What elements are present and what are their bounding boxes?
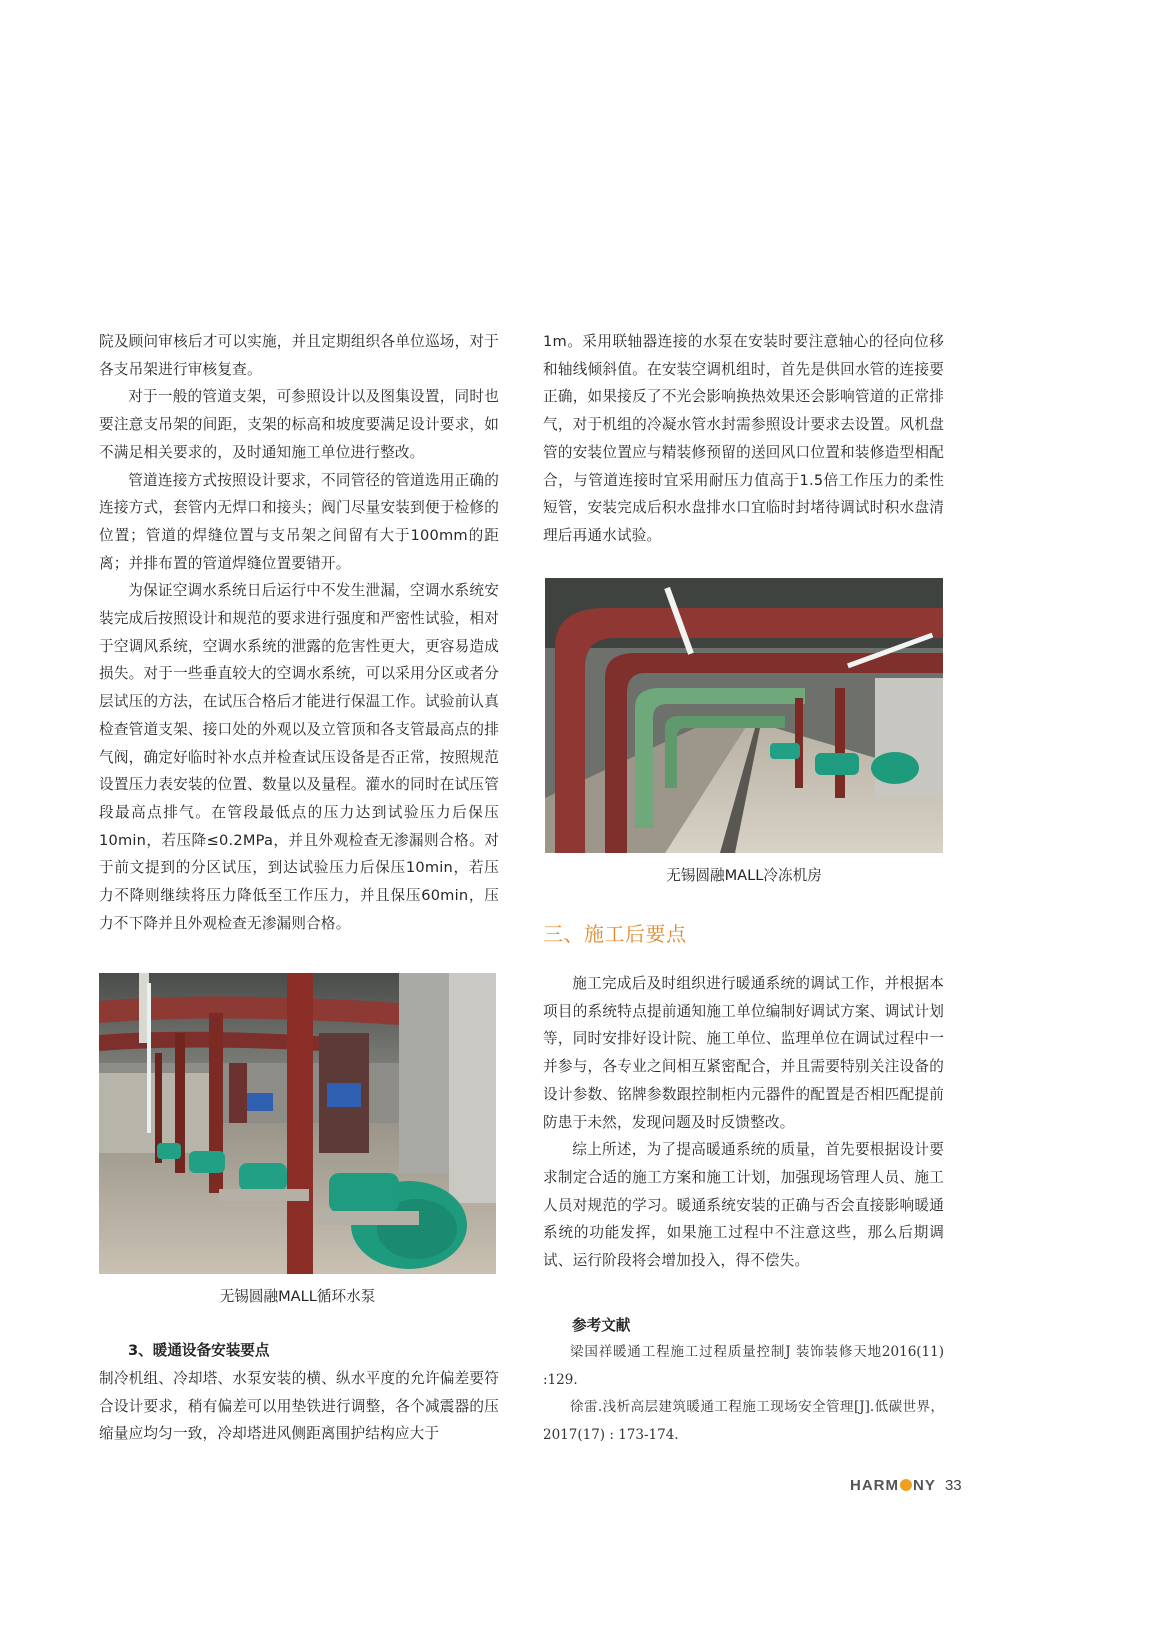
references-heading: 参考文献 xyxy=(572,1317,631,1334)
pump-room-illustration xyxy=(99,973,496,1274)
brand-logo: HARM NY xyxy=(850,1477,936,1494)
pump-photo-caption: 无锡圆融MALL循环水泵 xyxy=(219,1288,376,1305)
paragraph: 管道连接方式按照设计要求，不同管径的管道选用正确的连接方式，套管内无焊口和接头；阀门尽量安装到便于检修的位置；管道的焊缝位置与支吊架之间留有大于100mm的距离；并排布置的管道焊缝位置要错开。 xyxy=(99,471,499,572)
right-column-text xyxy=(543,328,944,550)
page-footer xyxy=(850,1475,962,1494)
paragraph: 综上所述，为了提高暖通系统的质量，首先要根据设计要求制定合适的施工方案和施工计划，加强现场管理人员、施工人员对规范的学习。暖通系统安装的正确与否会直接影响暖通系统的功能发挥，如果施工过程中不注意这些，那么后期调试、运行阶段将会增加投入，得不偿失。 xyxy=(543,1141,944,1270)
chiller-room-illustration xyxy=(545,578,943,853)
chiller-room-photo xyxy=(545,578,943,853)
references-list xyxy=(543,1339,944,1450)
paragraph: 对于一般的管道支架，可参照设计以及图集设置，同时也要注意支吊架的间距，支架的标高和坡度要满足设计要求，如不满足相关要求的，及时通知施工单位进行整改。 xyxy=(99,388,499,461)
paragraph: 为保证空调水系统日后运行中不发生泄漏，空调水系统安装完成后按照设计和规范的要求进行强度和严密性试验，相对于空调风系统，空调水系统的泄露的危害性更大，更容易造成损失。对于一些垂直较大的空调水系统，可以采用分区或者分层试压的方法，在试压合格后才能进行保温工作。试验前认真检查管道支架、接口处的外观以及立管顶和各支管最高点的排气阀，确定好临时补水点并检查试压设备是否正常，按照规范设置压力表安装的位置、数量以及量程。灌水的同时在试压管段最高点排气。在管段最低点的压力达到试验压力后保压10min，若压降≤0.2MPa，并且外观检查无渗漏则合格。对于前文提到的分区试压，到达试验压力后保压10min，若压力不降则继续将压力降低至工作压力，并且保压60min，压力不下降并且外观检查无渗漏则合格。 xyxy=(99,582,499,932)
paragraph: 施工完成后及时组织进行暖通系统的调试工作，并根据本项目的系统特点提前通知施工单位编制好调试方案、调试计划等，同时安排好设计院、施工单位、监理单位在调试过程中一并参与，各专业之间相互紧密配合，并且需要特别关注设备的设计参数、铭牌参数跟控制柜内元器件的配置是否相匹配提前防患于未然，发现问题及时反馈整改。 xyxy=(543,975,944,1131)
paragraph: 1m。采用联轴器连接的水泵在安装时要注意轴心的径向位移和轴线倾斜值。在安装空调机组时，首先是供回水管的连接要正确，如果接反了不光会影响换热效果还会影响管道的正常排气，对于机组的冷凝水管水封需参照设计要求去设置。风机盘管的安装位置应与精装修预留的送回风口位置和装修造型相配合，与管道连接时宜采用耐压力值高于1.5倍工作压力的柔性短管，安装完成后积水盘排水口宜临时封堵待调试时积水盘清理后再通水试验。 xyxy=(543,333,944,544)
right-column-section-text xyxy=(543,970,944,1275)
left-column-text xyxy=(99,328,499,937)
left-column-bottom-text xyxy=(99,1365,499,1448)
logo-dot-icon xyxy=(900,1479,912,1491)
paragraph: 院及顾问审核后才可以实施，并且定期组织各单位巡场，对于各支吊架进行审核复查。 xyxy=(99,333,499,378)
pump-room-photo xyxy=(99,973,496,1274)
paragraph: 制冷机组、冷却塔、水泵安装的横、纵水平度的允许偏差要符合设计要求，稍有偏差可以用垫铁进行调整，各个减震器的压缩量应均匀一致，冷却塔进风侧距离围护结构应大于 xyxy=(99,1370,499,1443)
reference-item: 徐雷.浅析高层建筑暖通工程施工现场安全管理[J].低碳世界，2017(17) : 173-174. xyxy=(543,1399,944,1444)
section-heading: 三、施工后要点 xyxy=(543,922,687,946)
chiller-photo-caption: 无锡圆融MALL冷冻机房 xyxy=(666,867,822,884)
subsection-heading: 3、暖通设备安装要点 xyxy=(128,1342,270,1359)
page-number: 33 xyxy=(944,1477,962,1494)
reference-item: 梁国祥暖通工程施工过程质量控制J 装饰装修天地2016(11) :129. xyxy=(543,1344,944,1388)
